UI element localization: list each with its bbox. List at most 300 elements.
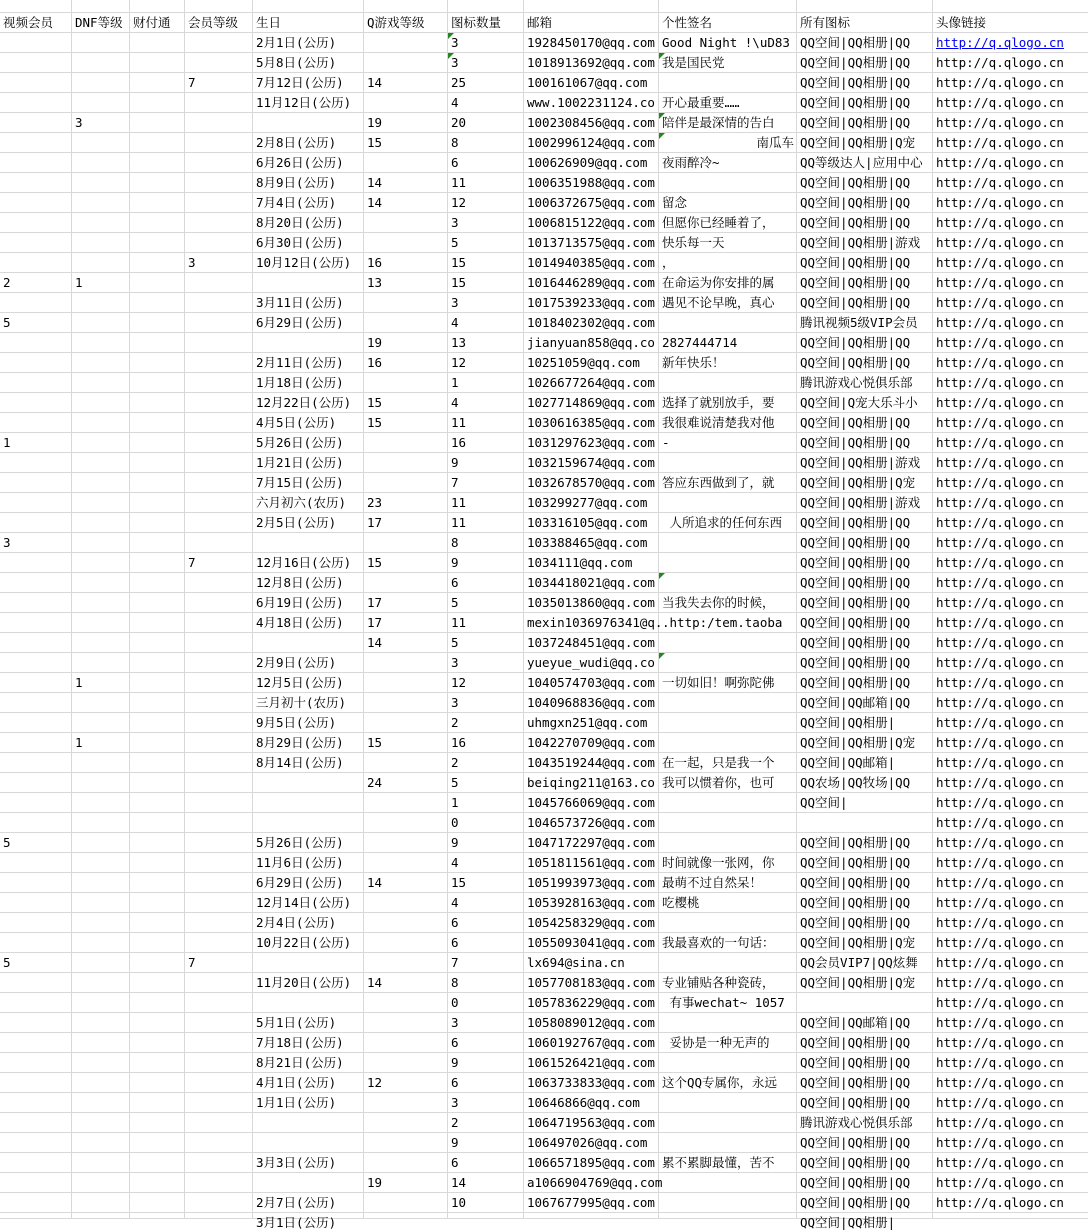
cell-all-icons[interactable] [797, 773, 933, 793]
cell-vip-level[interactable] [185, 393, 253, 413]
cell-dnf-level[interactable] [72, 873, 130, 893]
cell-email[interactable] [524, 613, 663, 633]
cell-tenpay[interactable] [130, 993, 185, 1013]
cell-signature[interactable] [659, 433, 797, 453]
cell-qgame-level[interactable] [364, 153, 448, 173]
cell-avatar-link[interactable] [933, 633, 1088, 653]
cell-signature[interactable] [659, 73, 797, 93]
cell-avatar-link[interactable] [933, 813, 1088, 833]
cell-birthday[interactable] [253, 213, 364, 233]
cell-tenpay[interactable] [130, 813, 185, 833]
cell-vip-level[interactable] [185, 333, 253, 353]
cell-icon-count[interactable] [448, 733, 524, 753]
cell-avatar-link[interactable] [933, 93, 1088, 113]
cell-vip-level[interactable] [185, 273, 253, 293]
cell-email[interactable] [524, 1073, 659, 1093]
cell-video-vip[interactable] [0, 493, 72, 513]
cell-tenpay[interactable] [130, 1013, 185, 1033]
cell-qgame-level[interactable] [364, 253, 448, 273]
cell-avatar-link[interactable] [933, 293, 1088, 313]
cell-dnf-level[interactable] [72, 233, 130, 253]
cell-email[interactable] [524, 833, 659, 853]
cell-email[interactable] [524, 1193, 659, 1213]
cell-birthday[interactable] [253, 933, 364, 953]
cell-video-vip[interactable] [0, 1193, 72, 1213]
cell-email[interactable] [524, 373, 659, 393]
cell-avatar-link[interactable] [933, 973, 1088, 993]
cell-icon-count[interactable] [448, 1213, 524, 1219]
cell-signature[interactable] [659, 193, 797, 213]
cell-video-vip[interactable] [0, 393, 72, 413]
cell-email[interactable] [524, 913, 659, 933]
cell-icon-count[interactable] [448, 473, 524, 493]
cell-vip-level[interactable] [185, 513, 253, 533]
cell-tenpay[interactable] [130, 593, 185, 613]
cell-tenpay[interactable] [130, 693, 185, 713]
cell-tenpay[interactable] [130, 793, 185, 813]
cell-qgame-level[interactable] [364, 373, 448, 393]
cell-vip-level[interactable] [185, 93, 253, 113]
cell-birthday[interactable] [253, 473, 364, 493]
cell-vip-level[interactable] [185, 1173, 253, 1193]
cell-icon-count[interactable] [448, 553, 524, 573]
cell-tenpay[interactable] [130, 1193, 185, 1213]
cell-qgame-level[interactable] [364, 313, 448, 333]
blank-cell[interactable] [130, 0, 185, 13]
cell-dnf-level[interactable] [72, 1013, 130, 1033]
cell-tenpay[interactable] [130, 1133, 185, 1153]
cell-qgame-level[interactable] [364, 1033, 448, 1053]
cell-tenpay[interactable] [130, 153, 185, 173]
cell-icon-count[interactable] [448, 433, 524, 453]
cell-video-vip[interactable] [0, 1133, 72, 1153]
cell-email[interactable] [524, 393, 659, 413]
cell-avatar-link[interactable] [933, 613, 1088, 633]
cell-qgame-level[interactable] [364, 1013, 448, 1033]
cell-icon-count[interactable] [448, 233, 524, 253]
cell-email[interactable] [524, 353, 659, 373]
cell-birthday[interactable] [253, 1153, 364, 1173]
cell-birthday[interactable] [253, 513, 364, 533]
cell-all-icons[interactable] [797, 973, 933, 993]
cell-signature[interactable] [659, 133, 797, 153]
cell-video-vip[interactable] [0, 513, 72, 533]
cell-qgame-level[interactable] [364, 53, 448, 73]
cell-birthday[interactable] [253, 773, 364, 793]
cell-qgame-level[interactable] [364, 613, 448, 633]
cell-icon-count[interactable] [448, 593, 524, 613]
cell-dnf-level[interactable] [72, 193, 130, 213]
cell-vip-level[interactable] [185, 1093, 253, 1113]
cell-vip-level[interactable] [185, 993, 253, 1013]
cell-video-vip[interactable] [0, 913, 72, 933]
cell-icon-count[interactable] [448, 853, 524, 873]
cell-signature[interactable] [659, 973, 797, 993]
cell-avatar-link[interactable] [933, 353, 1088, 373]
cell-all-icons[interactable] [797, 693, 933, 713]
cell-all-icons[interactable] [797, 1093, 933, 1113]
cell-dnf-level[interactable] [72, 733, 130, 753]
cell-signature[interactable] [659, 1073, 797, 1093]
cell-signature[interactable] [659, 813, 797, 833]
cell-vip-level[interactable] [185, 353, 253, 373]
cell-all-icons[interactable] [797, 113, 933, 133]
cell-birthday[interactable] [253, 793, 364, 813]
avatar-hyperlink[interactable]: http://q.qlogo.cn [936, 35, 1064, 50]
cell-avatar-link[interactable] [933, 693, 1088, 713]
cell-icon-count[interactable] [448, 393, 524, 413]
blank-cell[interactable] [72, 0, 130, 13]
cell-video-vip[interactable] [0, 1113, 72, 1133]
cell-avatar-link[interactable] [933, 773, 1088, 793]
cell-qgame-level[interactable] [364, 1173, 448, 1193]
cell-all-icons[interactable] [797, 853, 933, 873]
cell-email[interactable] [524, 133, 659, 153]
cell-qgame-level[interactable] [364, 473, 448, 493]
cell-email[interactable] [524, 733, 659, 753]
cell-birthday[interactable] [253, 893, 364, 913]
cell-avatar-link[interactable] [933, 193, 1088, 213]
cell-email[interactable] [524, 1173, 663, 1193]
cell-qgame-level[interactable] [364, 493, 448, 513]
cell-tenpay[interactable] [130, 1173, 185, 1193]
cell-email[interactable] [524, 53, 659, 73]
cell-dnf-level[interactable] [72, 473, 130, 493]
cell-qgame-level[interactable] [364, 453, 448, 473]
cell-tenpay[interactable] [130, 913, 185, 933]
cell-dnf-level[interactable] [72, 1213, 130, 1219]
cell-tenpay[interactable] [130, 193, 185, 213]
header-signature[interactable]: 个性签名 [659, 13, 797, 33]
cell-dnf-level[interactable] [72, 933, 130, 953]
cell-all-icons[interactable] [797, 953, 933, 973]
cell-icon-count[interactable] [448, 713, 524, 733]
cell-vip-level[interactable] [185, 173, 253, 193]
cell-all-icons[interactable] [797, 1173, 933, 1193]
cell-tenpay[interactable] [130, 753, 185, 773]
cell-icon-count[interactable] [448, 453, 524, 473]
cell-qgame-level[interactable] [364, 953, 448, 973]
cell-video-vip[interactable] [0, 73, 72, 93]
cell-icon-count[interactable] [448, 133, 524, 153]
cell-tenpay[interactable] [130, 433, 185, 453]
cell-vip-level[interactable] [185, 1073, 253, 1093]
cell-avatar-link[interactable] [933, 893, 1088, 913]
cell-all-icons[interactable] [797, 1113, 933, 1133]
cell-email[interactable] [524, 1133, 659, 1153]
cell-qgame-level[interactable] [364, 553, 448, 573]
cell-icon-count[interactable] [448, 253, 524, 273]
cell-qgame-level[interactable] [364, 1153, 448, 1173]
blank-cell[interactable] [524, 0, 659, 13]
header-icon-count[interactable]: 图标数量 [448, 13, 524, 33]
cell-tenpay[interactable] [130, 493, 185, 513]
cell-signature[interactable] [659, 713, 797, 733]
cell-birthday[interactable] [253, 753, 364, 773]
cell-all-icons[interactable] [797, 533, 933, 553]
cell-email[interactable] [524, 473, 659, 493]
cell-all-icons[interactable] [797, 653, 933, 673]
cell-dnf-level[interactable] [72, 713, 130, 733]
cell-vip-level[interactable] [185, 33, 253, 53]
cell-signature[interactable] [659, 113, 797, 133]
cell-video-vip[interactable] [0, 933, 72, 953]
cell-email[interactable] [524, 713, 659, 733]
cell-dnf-level[interactable] [72, 273, 130, 293]
cell-dnf-level[interactable] [72, 293, 130, 313]
cell-dnf-level[interactable] [72, 1153, 130, 1173]
cell-all-icons[interactable] [797, 593, 933, 613]
cell-all-icons[interactable] [797, 333, 933, 353]
cell-signature[interactable] [659, 773, 797, 793]
cell-email[interactable] [524, 953, 659, 973]
cell-icon-count[interactable] [448, 273, 524, 293]
cell-video-vip[interactable] [0, 593, 72, 613]
cell-tenpay[interactable] [130, 293, 185, 313]
cell-signature[interactable] [659, 1213, 797, 1219]
cell-video-vip[interactable] [0, 53, 72, 73]
cell-vip-level[interactable] [185, 733, 253, 753]
cell-video-vip[interactable] [0, 173, 72, 193]
cell-dnf-level[interactable] [72, 973, 130, 993]
cell-all-icons[interactable] [797, 1053, 933, 1073]
cell-signature[interactable] [659, 93, 797, 113]
cell-signature[interactable] [659, 173, 797, 193]
cell-birthday[interactable] [253, 153, 364, 173]
cell-avatar-link[interactable] [933, 1213, 1088, 1219]
cell-tenpay[interactable] [130, 713, 185, 733]
cell-dnf-level[interactable] [72, 673, 130, 693]
cell-birthday[interactable] [253, 93, 364, 113]
cell-signature[interactable] [659, 293, 797, 313]
cell-all-icons[interactable] [797, 233, 933, 253]
cell-email[interactable] [524, 233, 659, 253]
cell-birthday[interactable] [253, 533, 364, 553]
cell-icon-count[interactable] [448, 1013, 524, 1033]
cell-avatar-link[interactable] [933, 373, 1088, 393]
cell-dnf-level[interactable] [72, 1073, 130, 1093]
header-email[interactable]: 邮箱 [524, 13, 659, 33]
cell-icon-count[interactable] [448, 1033, 524, 1053]
cell-vip-level[interactable] [185, 73, 253, 93]
cell-video-vip[interactable] [0, 213, 72, 233]
cell-avatar-link[interactable] [933, 453, 1088, 473]
cell-signature[interactable] [659, 313, 797, 333]
cell-dnf-level[interactable] [72, 793, 130, 813]
cell-email[interactable] [524, 213, 659, 233]
cell-qgame-level[interactable] [364, 673, 448, 693]
cell-all-icons[interactable] [797, 553, 933, 573]
cell-signature[interactable] [659, 473, 797, 493]
cell-dnf-level[interactable] [72, 493, 130, 513]
cell-signature[interactable] [659, 553, 797, 573]
cell-icon-count[interactable] [448, 833, 524, 853]
cell-video-vip[interactable] [0, 1173, 72, 1193]
cell-avatar-link[interactable] [933, 493, 1088, 513]
cell-email[interactable] [524, 693, 659, 713]
cell-tenpay[interactable] [130, 133, 185, 153]
cell-qgame-level[interactable] [364, 733, 448, 753]
cell-qgame-level[interactable] [364, 133, 448, 153]
cell-email[interactable] [524, 873, 659, 893]
cell-birthday[interactable] [253, 33, 364, 53]
blank-cell[interactable] [185, 0, 253, 13]
cell-avatar-link[interactable] [933, 833, 1088, 853]
cell-dnf-level[interactable] [72, 833, 130, 853]
cell-birthday[interactable] [253, 573, 364, 593]
cell-vip-level[interactable] [185, 213, 253, 233]
cell-all-icons[interactable] [797, 1193, 933, 1213]
cell-tenpay[interactable] [130, 733, 185, 753]
cell-signature[interactable] [659, 993, 797, 1013]
cell-dnf-level[interactable] [72, 153, 130, 173]
cell-birthday[interactable] [253, 373, 364, 393]
cell-dnf-level[interactable] [72, 73, 130, 93]
header-birthday[interactable]: 生日 [253, 13, 364, 33]
cell-vip-level[interactable] [185, 793, 253, 813]
cell-tenpay[interactable] [130, 553, 185, 573]
cell-avatar-link[interactable] [933, 1013, 1088, 1033]
cell-birthday[interactable] [253, 273, 364, 293]
cell-tenpay[interactable] [130, 573, 185, 593]
cell-qgame-level[interactable] [364, 233, 448, 253]
cell-signature[interactable] [659, 1113, 797, 1133]
cell-video-vip[interactable] [0, 233, 72, 253]
cell-signature[interactable] [659, 653, 797, 673]
cell-avatar-link[interactable] [933, 313, 1088, 333]
cell-icon-count[interactable] [448, 93, 524, 113]
cell-avatar-link[interactable] [933, 1153, 1088, 1173]
cell-signature[interactable] [659, 933, 797, 953]
cell-birthday[interactable] [253, 1053, 364, 1073]
cell-birthday[interactable] [253, 493, 364, 513]
cell-birthday[interactable] [253, 693, 364, 713]
cell-icon-count[interactable] [448, 33, 524, 53]
cell-tenpay[interactable] [130, 1213, 185, 1219]
cell-birthday[interactable] [253, 593, 364, 613]
cell-video-vip[interactable] [0, 753, 72, 773]
cell-tenpay[interactable] [130, 933, 185, 953]
cell-avatar-link[interactable] [933, 153, 1088, 173]
cell-email[interactable] [524, 1113, 659, 1133]
cell-signature[interactable] [659, 353, 797, 373]
cell-video-vip[interactable] [0, 93, 72, 113]
cell-signature[interactable] [659, 1093, 797, 1113]
cell-qgame-level[interactable] [364, 773, 448, 793]
cell-icon-count[interactable] [448, 813, 524, 833]
cell-signature[interactable] [659, 533, 797, 553]
cell-all-icons[interactable] [797, 633, 933, 653]
cell-video-vip[interactable] [0, 773, 72, 793]
cell-birthday[interactable] [253, 1073, 364, 1093]
cell-video-vip[interactable] [0, 1013, 72, 1033]
cell-qgame-level[interactable] [364, 833, 448, 853]
cell-video-vip[interactable] [0, 433, 72, 453]
cell-signature[interactable] [659, 833, 797, 853]
cell-icon-count[interactable] [448, 893, 524, 913]
cell-birthday[interactable] [253, 1133, 364, 1153]
cell-avatar-link[interactable] [933, 1093, 1088, 1113]
cell-avatar-link[interactable] [933, 53, 1088, 73]
cell-qgame-level[interactable] [364, 533, 448, 553]
cell-birthday[interactable] [253, 733, 364, 753]
header-tenpay[interactable]: 财付通 [130, 13, 185, 33]
cell-dnf-level[interactable] [72, 113, 130, 133]
cell-icon-count[interactable] [448, 213, 524, 233]
cell-birthday[interactable] [253, 653, 364, 673]
cell-vip-level[interactable] [185, 973, 253, 993]
cell-dnf-level[interactable] [72, 653, 130, 673]
cell-vip-level[interactable] [185, 773, 253, 793]
cell-all-icons[interactable] [797, 433, 933, 453]
cell-video-vip[interactable] [0, 1053, 72, 1073]
cell-icon-count[interactable] [448, 913, 524, 933]
cell-email[interactable] [524, 1033, 659, 1053]
header-avatar-link[interactable]: 头像链接 [933, 13, 1088, 33]
blank-cell[interactable] [364, 0, 448, 13]
cell-birthday[interactable] [253, 193, 364, 213]
cell-signature[interactable] [659, 1193, 797, 1213]
cell-qgame-level[interactable] [364, 1133, 448, 1153]
cell-icon-count[interactable] [448, 653, 524, 673]
cell-tenpay[interactable] [130, 113, 185, 133]
cell-avatar-link[interactable] [933, 913, 1088, 933]
cell-avatar-link[interactable] [933, 733, 1088, 753]
cell-signature[interactable] [659, 1033, 797, 1053]
cell-birthday[interactable] [253, 173, 364, 193]
cell-qgame-level[interactable] [364, 1213, 448, 1219]
cell-email[interactable] [524, 553, 659, 573]
cell-tenpay[interactable] [130, 233, 185, 253]
cell-email[interactable] [524, 973, 659, 993]
cell-all-icons[interactable] [797, 513, 933, 533]
cell-signature[interactable] [659, 573, 797, 593]
cell-email[interactable] [524, 573, 659, 593]
cell-signature[interactable] [659, 333, 797, 353]
cell-email[interactable] [524, 1213, 659, 1219]
cell-avatar-link[interactable] [933, 713, 1088, 733]
cell-birthday[interactable] [253, 1113, 364, 1133]
cell-email[interactable] [524, 513, 659, 533]
cell-avatar-link[interactable] [933, 873, 1088, 893]
cell-icon-count[interactable] [448, 1193, 524, 1213]
cell-avatar-link[interactable] [933, 1113, 1088, 1133]
cell-dnf-level[interactable] [72, 33, 130, 53]
cell-all-icons[interactable] [797, 273, 933, 293]
cell-qgame-level[interactable] [364, 653, 448, 673]
cell-all-icons[interactable] [797, 253, 933, 273]
cell-tenpay[interactable] [130, 93, 185, 113]
cell-signature[interactable] [659, 953, 797, 973]
cell-icon-count[interactable] [448, 413, 524, 433]
cell-icon-count[interactable] [448, 353, 524, 373]
cell-birthday[interactable] [253, 553, 364, 573]
cell-qgame-level[interactable] [364, 193, 448, 213]
cell-all-icons[interactable] [797, 73, 933, 93]
cell-avatar-link[interactable] [933, 553, 1088, 573]
cell-avatar-link[interactable] [933, 133, 1088, 153]
cell-video-vip[interactable] [0, 293, 72, 313]
cell-video-vip[interactable] [0, 1073, 72, 1093]
cell-tenpay[interactable] [130, 873, 185, 893]
cell-vip-level[interactable] [185, 673, 253, 693]
cell-vip-level[interactable] [185, 953, 253, 973]
cell-birthday[interactable] [253, 1213, 364, 1230]
blank-cell[interactable] [0, 0, 72, 13]
cell-birthday[interactable] [253, 853, 364, 873]
cell-avatar-link[interactable] [933, 933, 1088, 953]
cell-signature[interactable] [659, 1173, 797, 1193]
